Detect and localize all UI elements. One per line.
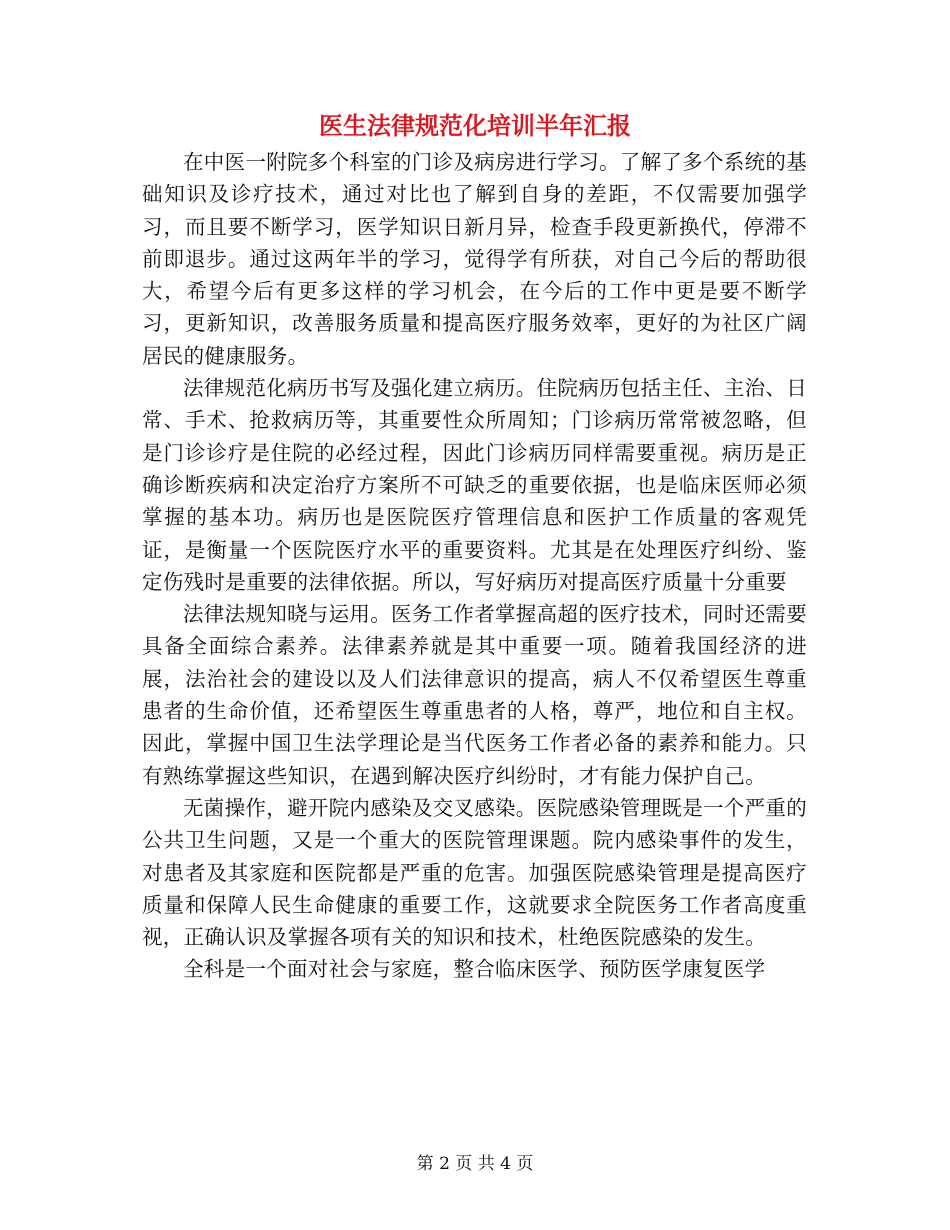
document-body — [142, 146, 807, 986]
paragraph-5: 全科是一个面对社会与家庭，整合临床医学、预防医学康复医学 — [183, 957, 766, 982]
paragraph-1: 在中医一附院多个科室的门诊及病房进行学习。了解了多个系统的基础知识及诊疗技术，通过对比也了解到自身的差距，不仅需要加强学习，而且要不断学习，医学知识日新月异，检查手段更新换代，停滞不前即退步。通过这两年半的学习，觉得学有所获，对自己今后的帮助很大，希望今后有更多这样的学习机会，在今后的工作中更是要不断学习，更新知识，改善服务质量和提高医疗服务效率，更好的为社区广阔居民的健康服务。 — [142, 150, 807, 368]
paragraph-2: 法律规范化病历书写及强化建立病历。住院病历包括主任、主治、日常、手术、抢救病历等，其重要性众所周知；门诊病历常常被忽略，但是门诊诊疗是住院的必经过程，因此门诊病历同样需要重视。病历是正确诊断疾病和决定治疗方案所不可缺乏的重要依据，也是临床医师必须掌握的基本功。病历也是医院医疗管理信息和医护工作质量的客观凭证，是衡量一个医院医疗水平的重要资料。尤其是在处理医疗纠纷、鉴定伤残时是重要的法律依据。所以，写好病历对提高医疗质量十分重要 — [142, 376, 807, 594]
paragraph-3: 法律法规知晓与运用。医务工作者掌握高超的医疗技术，同时还需要具备全面综合素养。法律素养就是其中重要一项。随着我国经济的进展，法治社会的建设以及人们法律意识的提高，病人不仅希望医生尊重患者的生命价值，还希望医生尊重患者的人格，尊严，地位和自主权。因此，掌握中国卫生法学理论是当代医务工作者必备的素养和能力。只有熟练掌握这些知识，在遇到解决医疗纠纷时，才有能力保护自己。 — [142, 602, 807, 788]
page-number-footer: 第 2 页 共 4 页 — [416, 1154, 534, 1174]
paragraph-4: 无菌操作，避开院内感染及交叉感染。医院感染管理既是一个严重的公共卫生问题，又是一个重大的医院管理课题。院内感染事件的发生，对患者及其家庭和医院都是严重的危害。加强医院感染管理是提高医疗质量和保障人民生命健康的重要工作，这就要求全院医务工作者高度重视，正确认识及掌握各项有关的知识和技术，杜绝医院感染的发生。 — [142, 795, 807, 950]
document-title: 医生法律规范化培训半年汇报 — [319, 112, 631, 140]
